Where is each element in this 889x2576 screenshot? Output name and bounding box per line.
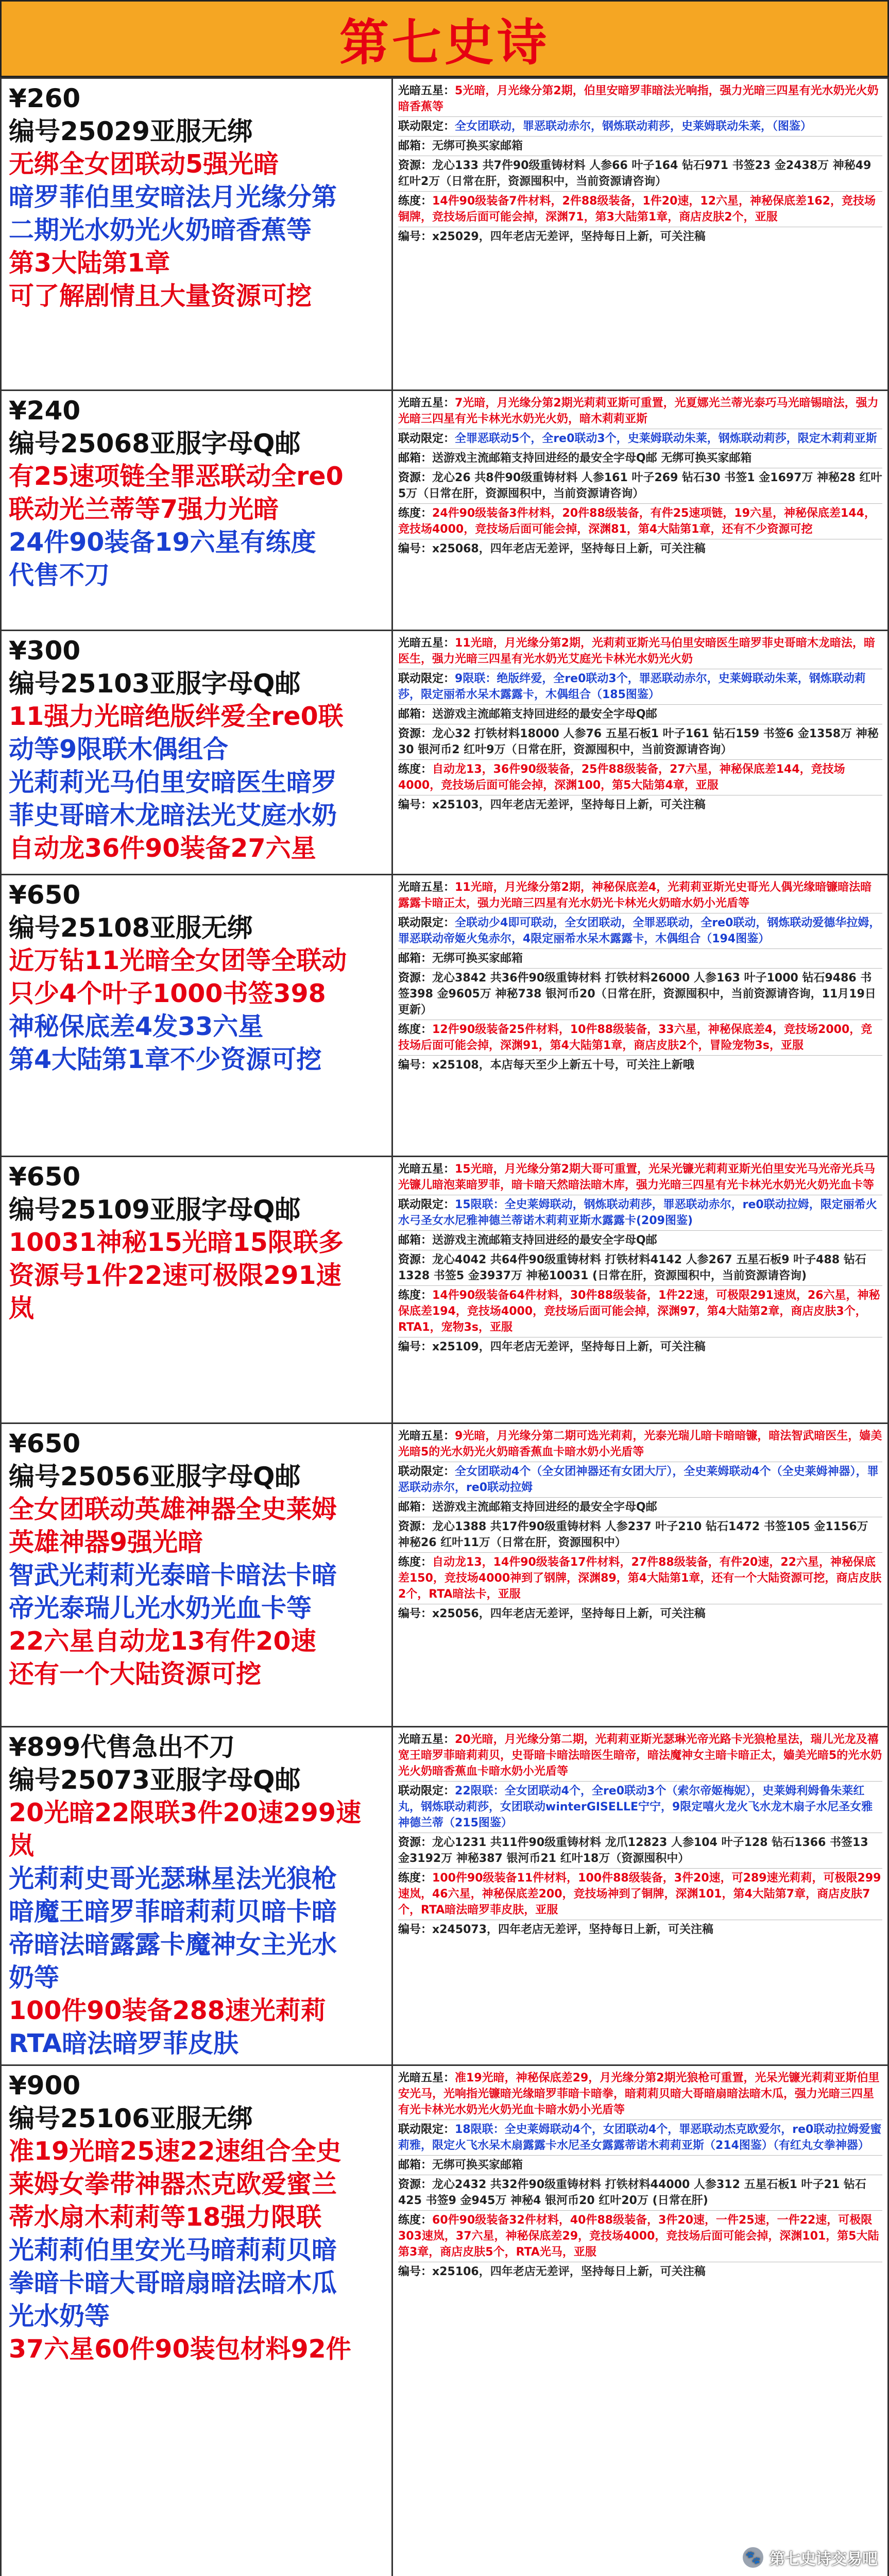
detail-divider [398, 2210, 882, 2211]
detail-label: 编号： [398, 230, 433, 243]
listing-highlight: 英雄神器9强光暗 [9, 1528, 203, 1557]
detail-divider [398, 1781, 882, 1782]
detail-line [398, 635, 882, 667]
detail-divider [398, 1868, 882, 1869]
listing-highlight: 莱姆女拳带神器杰克欧爱蜜兰 [9, 2170, 337, 2199]
detail-line [398, 797, 882, 813]
listing-row [2, 1156, 887, 1422]
listing-highlight: 10031神秘15光暗15限联多 [9, 1228, 344, 1257]
detail-label: 光暗五星： [398, 2072, 455, 2084]
detail-label: 联动限定： [398, 672, 455, 685]
detail-line [398, 1197, 882, 1229]
listing-highlight: 岚 [9, 1831, 35, 1860]
listing-highlight: 帝暗法暗露露卡魔神女主光水 [9, 1930, 337, 1959]
detail-value: 龙心1231 共11件90级重铸材料 龙爪12823 人参104 叶子128 钻石1366 书签13 金3192万 神秘387 银河币21 红叶18万（资源囤积中） [398, 1836, 868, 1865]
detail-label: 编号： [398, 1923, 433, 1936]
detail-line [398, 1428, 882, 1460]
detail-line [398, 1161, 882, 1193]
listing-summary [2, 79, 393, 389]
listing-code: 编号25073亚服字母Q邮 [9, 1765, 301, 1795]
detail-label: 编号： [398, 1607, 433, 1620]
listing-details [393, 79, 887, 389]
detail-value: 11光暗，月光缘分第2期，神秘保底差4，光莉莉亚斯光史哥光人偶光缘暗镰暗法暗露露卡暗正太，强力光暗三四星有光水奶光卡林光火奶暗水奶小光盾等 [398, 881, 872, 910]
detail-label: 编号： [398, 1341, 433, 1353]
listing-highlight: 联动光兰蒂等7强力光暗 [9, 495, 279, 524]
listing-table [0, 77, 889, 2576]
detail-line [398, 1339, 882, 1355]
listing-highlight: 无绑全女团联动5强光暗 [9, 149, 279, 179]
listing-code: 编号25106亚服无绑 [9, 2104, 253, 2133]
listing-details [393, 1424, 887, 1726]
detail-label: 资源： [398, 727, 433, 740]
detail-value: 9光暗，月光缘分第二期可选光莉莉，光泰光瑞儿暗卡暗暗镰，暗法智武暗医生，嫱美光暗5的光水奶光火奶暗香蕉血卡暗水奶小光盾等 [398, 1430, 882, 1459]
detail-line [398, 2122, 882, 2154]
detail-divider [398, 1230, 882, 1231]
listing-row [2, 1726, 887, 2064]
detail-line [398, 726, 882, 758]
listing-highlight: 蒂水扇木莉莉等18强力限联 [9, 2202, 322, 2232]
detail-value: 11光暗，月光缘分第2期，光莉莉亚斯光马伯里安暗医生暗罗菲史哥暗木龙暗法，暗医生，强力光暗三四星有光水奶光艾庭光卡林光水奶光火奶 [398, 637, 875, 666]
listing-highlight: 37六星60件90装包材料92件 [9, 2334, 351, 2364]
listing-summary [2, 2066, 393, 2576]
detail-label: 资源： [398, 2178, 433, 2191]
detail-label: 联动限定： [398, 1198, 455, 1211]
detail-divider [398, 704, 882, 705]
detail-value: 龙心3842 共36件90级重铸材料 打铁材料26000 人参163 叶子1000 钻石9486 书签398 金9605万 神秘738 银河币20（日常在肝，资源囤积中，当前资源请咨询，11月19日更新） [398, 972, 876, 1016]
listing-highlight: 拳暗卡暗大哥暗扇暗法暗木瓜 [9, 2268, 337, 2298]
detail-divider [398, 2155, 882, 2156]
detail-label: 联动限定： [398, 2123, 455, 2136]
listing-summary [2, 1727, 393, 2064]
listing-highlight: 动等9限联木偶组合 [9, 735, 229, 764]
detail-value: 龙心1388 共17件90级重铸材料 人参237 叶子210 钻石1472 书签105 金1156万 神秘26 红叶11万（日常在肝，资源囤积中） [398, 1520, 868, 1549]
detail-label: 光暗五星： [398, 84, 455, 97]
detail-label: 资源： [398, 972, 433, 985]
listing-row [2, 630, 887, 874]
detail-label: 编号： [398, 2265, 433, 2278]
listing-price: ¥650 [9, 1429, 81, 1459]
detail-label: 练度： [398, 1289, 433, 1302]
detail-value: 7光暗，月光缘分第2期光莉莉亚斯可重置，光夏娜光兰蒂光泰巧马光暗锡暗法，强力光暗三四星有光卡林光水奶光火奶，暗木莉莉亚斯 [398, 397, 879, 426]
detail-value: 龙心2432 共32件90级重铸材料 打铁材料44000 人参312 五星石板1 叶子21 钻石425 书签9 金945万 神秘4 银河币20 红叶20万 (日常在肝) [398, 2178, 866, 2207]
detail-line [398, 1732, 882, 1780]
listing-row [2, 874, 887, 1156]
detail-value: x25109，四年老店无差评，坚持每日上新，可关注稿 [432, 1341, 706, 1353]
detail-line [398, 1499, 882, 1515]
detail-value: 送游戏主流邮箱支持回进经的最安全字母Q邮 无绑可换买家邮箱 [432, 452, 752, 465]
detail-label: 邮箱： [398, 708, 433, 721]
detail-value: 无绑可换买家邮箱 [432, 2159, 523, 2172]
detail-line [398, 1554, 882, 1602]
detail-value: 60件90级装备32件材料，40件88级装备，3件20速，一件25速，一件22速，可极限303速岚，37六星，神秘保底差29，竞技场4000，竞技场后面可能会掉，深渊101，第5大陆第3章，商店皮肤5个，RTA光马，亚服 [398, 2214, 879, 2259]
listing-highlight: 菲史哥暗木龙暗法光艾庭水奶 [9, 801, 337, 830]
detail-value: 准19光暗，神秘保底差29，月光缘分第2期光狼枪可重置，光呆光镰光莉莉亚斯伯里安光马，光响指光镰暗光缘暗罗菲暗卡暗拳，暗莉莉贝暗大哥暗扇暗法暗木瓜，强力光暗三四星有光卡林光水奶光火奶光血卡暗水奶小光盾等 [398, 2072, 880, 2116]
detail-value: 送游戏主流邮箱支持回进经的最安全字母Q邮 [432, 1501, 657, 1514]
detail-label: 联动限定： [398, 1465, 455, 1478]
listing-highlight: 100件90装备288速光莉莉 [9, 1996, 326, 2025]
detail-value: 24件90级装备3件材料，20件88级装备，有件25速项链，19六星，神秘保底差144，竞技场4000，竞技场后面可能会掉，深渊81，第4大陆第1章，还有不少资源可挖 [398, 507, 876, 536]
listing-details [393, 875, 887, 1156]
detail-value: x25029，四年老店无差评，坚持每日上新，可关注稿 [432, 230, 706, 243]
listing-highlight: 近万钻11光暗全女团等全联动 [9, 946, 347, 975]
listing-summary [2, 1424, 393, 1726]
detail-label: 光暗五星： [398, 637, 455, 650]
detail-line [398, 1870, 882, 1918]
detail-divider [398, 448, 882, 449]
detail-label: 练度： [398, 195, 433, 208]
detail-label: 光暗五星： [398, 881, 455, 894]
listing-highlight: 光莉莉光马伯里安暗医生暗罗 [9, 768, 337, 797]
detail-value: 龙心32 打铁材料18000 人参76 五星石板1 叶子161 钻石159 书签6 金1358万 神秘30 银河币2 红叶9万（日常在肝，资源囤积中，当前资源请咨询） [398, 727, 879, 756]
detail-value: 100件90级装备11件材料，100件88级装备，3件20速，可289速光莉莉，可极限299速岚，46六星，神秘保底差200，竞技场神到了铜牌，深渊101，第4大陆第7章，商店皮肤7个，RTA暗法暗罗菲皮肤，亚服 [398, 1872, 881, 1917]
detail-label: 编号： [398, 1059, 433, 1072]
listing-row [2, 77, 887, 389]
detail-label: 练度： [398, 763, 433, 776]
detail-label: 资源： [398, 159, 433, 172]
detail-label: 邮箱： [398, 2159, 433, 2172]
watermark-text: 第七史诗交易吧 [770, 2550, 878, 2568]
listing-highlight: 代售不刀 [9, 561, 110, 590]
detail-label: 练度： [398, 1872, 433, 1885]
listing-summary [2, 391, 393, 630]
detail-divider [398, 136, 882, 137]
detail-label: 资源： [398, 1520, 433, 1533]
listing-code: 编号25068亚服字母Q邮 [9, 429, 301, 459]
detail-line [398, 193, 882, 225]
detail-value: 5光暗，月光缘分第2期，伯里安暗罗菲暗法光响指，强力光暗三四星有光水奶光火奶暗香蕉等 [398, 84, 879, 113]
detail-value: x25103，四年老店无差评，坚持每日上新，可关注稿 [432, 799, 706, 811]
listing-details [393, 1727, 887, 2064]
paw-icon: 🐾 [742, 2546, 764, 2569]
detail-label: 资源： [398, 1836, 433, 1849]
detail-label: 练度： [398, 1556, 433, 1569]
listing-summary [2, 631, 393, 874]
detail-line [398, 2264, 882, 2280]
detail-label: 邮箱： [398, 1501, 433, 1514]
detail-value: 无绑可换买家邮箱 [432, 952, 523, 965]
listing-highlight: 11强力光暗绝版绊爱全re0联 [9, 702, 344, 731]
page-header [0, 0, 889, 77]
listing-highlight: 24件90装备19六星有练度 [9, 528, 316, 557]
detail-line [398, 431, 882, 447]
listing-highlight: 第3大陆第1章 [9, 248, 170, 278]
detail-value: 18限联：全史莱姆联动4个，女团联动4个，罪恶联动杰克欧爱尔，re0联动拉姆爱蜜莉雅，限定火飞水呆木扇露露卡水尼圣女露露蒂诺木莉莉亚斯（214图鉴）（有红丸女拳神器） [398, 2123, 882, 2152]
detail-label: 邮箱： [398, 1234, 433, 1247]
listing-price: ¥650 [9, 880, 81, 910]
detail-value: x25056，四年老店无差评，坚持每日上新，可关注稿 [432, 1607, 706, 1620]
listing-highlight: 奶等 [9, 1963, 60, 1992]
detail-label: 光暗五星： [398, 1733, 455, 1746]
listing-code: 编号25056亚服字母Q邮 [9, 1462, 301, 1492]
detail-line [398, 1783, 882, 1831]
detail-label: 联动限定： [398, 120, 455, 133]
detail-label: 联动限定： [398, 432, 455, 445]
detail-label: 资源： [398, 1253, 433, 1266]
detail-label: 编号： [398, 543, 433, 555]
detail-label: 联动限定： [398, 917, 455, 929]
listing-highlight: 准19光暗25速22速组合全史 [9, 2137, 341, 2166]
listing-highlight: 22六星自动龙13有件20速 [9, 1626, 316, 1656]
detail-value: 全罪恶联动5个，全re0联动3个，史莱姆联动朱莱，钢炼联动莉莎，限定木莉莉亚斯 [455, 432, 877, 445]
listing-row [2, 1422, 887, 1726]
detail-value: x245073，四年老店无差评，坚持每日上新，可关注稿 [432, 1923, 714, 1936]
detail-label: 邮箱： [398, 452, 433, 465]
listing-highlight: 岚 [9, 1294, 35, 1323]
detail-line [398, 970, 882, 1018]
listing-highlight: 二期光水奶光火奶暗香蕉等 [9, 215, 312, 245]
detail-label: 光暗五星： [398, 1430, 455, 1443]
detail-line [398, 450, 882, 466]
detail-value: 自动龙13，14件90级装备17件材料，27件88级装备，有件20速，22六星，神秘保底差150，竞技场4000神到了钢牌，深渊89，第4大陆第1章，还有一个大陆资源可挖，商店皮肤2个，RTA暗法卡，亚服 [398, 1556, 882, 1601]
detail-divider [398, 116, 882, 117]
listing-row [2, 2064, 887, 2576]
listing-highlight: 帝光泰瑞儿光水奶光血卡等 [9, 1594, 312, 1623]
listing-highlight: 全女团联动英雄神器全史莱姆 [9, 1495, 337, 1524]
listing-details [393, 1157, 887, 1422]
detail-divider [398, 968, 882, 969]
detail-line [398, 1519, 882, 1551]
listing-highlight: 光莉莉伯里安光马暗莉莉贝暗 [9, 2235, 337, 2265]
detail-line [398, 1057, 882, 1073]
detail-line [398, 2212, 882, 2260]
listing-highlight: 有25速项链全罪恶联动全re0 [9, 462, 344, 491]
listing-highlight: 智武光莉莉光泰暗卡暗法卡暗 [9, 1561, 337, 1590]
detail-value: 14件90级装备64件材料，30件88级装备，1件22速，可极限291速岚，26六星，神秘保底差194，竞技场4000，竞技场后面可能会掉，深渊97，第4大陆第2章，商店皮肤3个，RTA1，宠物3s，亚服 [398, 1289, 880, 1334]
listing-highlight: 光莉莉史哥光瑟琳星法光狼枪 [9, 1864, 337, 1893]
detail-line [398, 1464, 882, 1496]
detail-line [398, 158, 882, 190]
detail-line [398, 879, 882, 911]
detail-label: 资源： [398, 471, 433, 484]
detail-value: 无绑可换买家邮箱 [432, 140, 523, 152]
detail-label: 联动限定： [398, 1785, 455, 1798]
detail-value: 9限联：绝版绊爱，全re0联动3个，罪恶联动赤尔，史莱姆联动朱莱，钢炼联动莉莎，限定丽希水呆木露露卡，木偶组合（185图鉴） [398, 672, 866, 701]
detail-divider [398, 503, 882, 504]
detail-label: 练度： [398, 1023, 433, 1036]
listing-highlight: 暗魔王暗罗菲暗莉莉贝暗卡暗 [9, 1897, 337, 1926]
detail-value: x25108，本店每天至少上新五十号，可关注上新哦 [432, 1059, 694, 1072]
detail-value: 自动龙13，36件90级装备，25件88级装备，27六星，神秘保底差144，竞技场4000，竞技场后面可能会掉，深渊100，第5大陆第4章，亚服 [398, 763, 845, 792]
detail-value: x25106，四年老店无差评，坚持每日上新，可关注稿 [432, 2265, 706, 2278]
listing-row [2, 389, 887, 630]
detail-label: 编号： [398, 799, 433, 811]
listing-highlight: 神秘保底差4发33六星 [9, 1012, 264, 1041]
detail-line [398, 138, 882, 154]
listing-code: 编号25108亚服无绑 [9, 913, 253, 943]
listing-price: ¥899代售急出不刀 [9, 1732, 235, 1762]
detail-line [398, 229, 882, 245]
detail-value: 全女团联动，罪恶联动赤尔，钢炼联动莉莎，史莱姆联动朱莱，（图鉴） [455, 120, 812, 133]
listing-highlight: 只少4个叶子1000书签398 [9, 979, 326, 1008]
listing-highlight: 还有一个大陆资源可挖 [9, 1659, 262, 1689]
detail-label: 邮箱： [398, 952, 433, 965]
detail-line [398, 1232, 882, 1248]
detail-line [398, 2177, 882, 2209]
listing-code: 编号25103亚服字母Q邮 [9, 669, 301, 699]
detail-line [398, 470, 882, 502]
detail-line [398, 2157, 882, 2173]
detail-line [398, 1835, 882, 1867]
listing-highlight: 20光暗22限联3件20速299速 [9, 1798, 361, 1827]
detail-value: 龙心4042 共64件90级重铸材料 打铁材料4142 人参267 五星石板9 叶子488 钻石1328 书签5 金3937万 神秘10031 (日常在肝，资源囤积中，当前资源请咨询) [398, 1253, 866, 1282]
listing-price: ¥300 [9, 636, 81, 666]
listing-highlight: 可了解剧情且大量资源可挖 [9, 281, 312, 311]
listing-summary [2, 875, 393, 1156]
listing-code: 编号25029亚服无绑 [9, 116, 253, 146]
detail-value: 20光暗，月光缘分第二期，光莉莉亚斯光瑟琳光帝光路卡光狼枪星法，瑞儿光龙及禧宽王暗罗菲暗莉莉贝，史哥暗卡暗法暗医生暗帝，暗法魔神女主暗卡暗正太，嫱美光暗5的光水奶光火奶暗香蕉血卡暗水奶小光盾等 [398, 1733, 882, 1778]
detail-line [398, 505, 882, 537]
detail-divider [398, 191, 882, 192]
detail-value: 全联动少4即可联动，全女团联动，全罪恶联动，全re0联动，钢炼联动爱德华拉姆，罪恶联动帝姬火兔赤尔，4限定丽希水呆木露露卡，木偶组合（194图鉴） [398, 917, 881, 945]
detail-value: 全女团联动4个（全女团神器还有女团大厅），全史莱姆联动4个（全史莱姆神器），罪恶联动赤尔，re0联动拉姆 [398, 1465, 879, 1494]
page-title: 第七史诗 [339, 13, 550, 72]
detail-divider [398, 948, 882, 949]
detail-value: x25068，四年老店无差评，坚持每日上新，可关注稿 [432, 543, 706, 555]
detail-line [398, 83, 882, 115]
listing-highlight: 自动龙36件90装备27六星 [9, 834, 316, 863]
detail-label: 练度： [398, 2214, 433, 2227]
detail-line [398, 1022, 882, 1054]
detail-divider [398, 1055, 882, 1056]
listing-highlight: 第4大陆第1章不少资源可挖 [9, 1045, 322, 1074]
detail-divider [398, 1497, 882, 1498]
detail-line [398, 1252, 882, 1284]
detail-label: 邮箱： [398, 140, 433, 152]
detail-value: 15限联：全史莱姆联动，钢炼联动莉莎，罪恶联动赤尔，re0联动拉姆，限定丽希火水弓圣女水尼雅神德兰蒂诺木莉莉亚斯水露露卡(209图鉴) [398, 1198, 877, 1227]
listing-details [393, 391, 887, 630]
detail-line [398, 706, 882, 722]
detail-line [398, 951, 882, 967]
detail-line [398, 671, 882, 703]
listing-price: ¥900 [9, 2071, 81, 2100]
detail-line [398, 1922, 882, 1938]
detail-divider [398, 1552, 882, 1553]
listing-price: ¥260 [9, 83, 81, 113]
detail-line [398, 118, 882, 134]
listing-summary [2, 1157, 393, 1422]
detail-value: 龙心26 共8件90级重铸材料 人参161 叶子269 钻石30 书签1 金1697万 神秘28 红叶5万（日常在肝，资源囤积中，当前资源请咨询） [398, 471, 882, 500]
detail-value: 14件90级装备7件材料，2件88级装备，1件20速，12六星，神秘保底差162，竞技场铜牌，竞技场后面可能会掉，深渊71，第3大陆第1章，商店皮肤2个，亚服 [398, 195, 876, 224]
detail-line [398, 915, 882, 947]
detail-line [398, 2070, 882, 2118]
detail-line [398, 541, 882, 557]
listing-highlight: 暗罗菲伯里安暗法月光缘分第 [9, 182, 337, 212]
listing-highlight: RTA暗法暗罗菲皮肤 [9, 2029, 239, 2058]
detail-line [398, 1287, 882, 1335]
detail-value: 送游戏主流邮箱支持回进经的最安全字母Q邮 [432, 1234, 657, 1247]
listing-details [393, 2066, 887, 2576]
detail-label: 光暗五星： [398, 1163, 455, 1176]
detail-divider [398, 1285, 882, 1286]
listing-highlight: 资源号1件22速可极限291速 [9, 1261, 341, 1290]
detail-value: 22限联：全女团联动4个，全re0联动3个（索尔帝姬梅妮），史莱姆利姆鲁朱莱红丸，钢炼联动莉莎，女团联动winterGISELLE宁宁，9限定嘻火龙火飞水龙木扇子水尼圣女雅神德兰蒂（215图鉴） [398, 1785, 873, 1829]
detail-value: 龙心133 共7件90级重铸材料 人参66 叶子164 钻石971 书签23 金2438万 神秘49 红叶2万（日常在肝，资源囤积中，当前资源请咨询） [398, 159, 871, 188]
listing-price: ¥650 [9, 1162, 81, 1192]
detail-line [398, 395, 882, 427]
detail-divider [398, 759, 882, 760]
listing-code: 编号25109亚服字母Q邮 [9, 1195, 301, 1225]
listing-details [393, 631, 887, 874]
listing-highlight: 光水奶等 [9, 2301, 110, 2331]
detail-value: 12件90级装备25件材料，10件88级装备，33六星，神秘保底差4，竞技场2000，竞技场后面可能会掉，深渊91，第4大陆第1章，商店皮肤2个，冒险宠物3s，亚服 [398, 1023, 873, 1052]
listing-price: ¥240 [9, 396, 81, 426]
detail-value: 15光暗，月光缘分第2期大哥可重置，光呆光镰光莉莉亚斯光伯里安光马光帝光兵马光镰儿暗泡莱暗罗菲，暗卡暗天然暗法暗木库，强力光暗三四星有光卡林光水奶光火奶光血卡等 [398, 1163, 875, 1192]
detail-line [398, 761, 882, 793]
watermark [742, 2546, 878, 2569]
detail-label: 练度： [398, 507, 433, 520]
detail-label: 光暗五星： [398, 397, 455, 410]
detail-line [398, 1606, 882, 1622]
detail-value: 送游戏主流邮箱支持回进经的最安全字母Q邮 [432, 708, 657, 721]
